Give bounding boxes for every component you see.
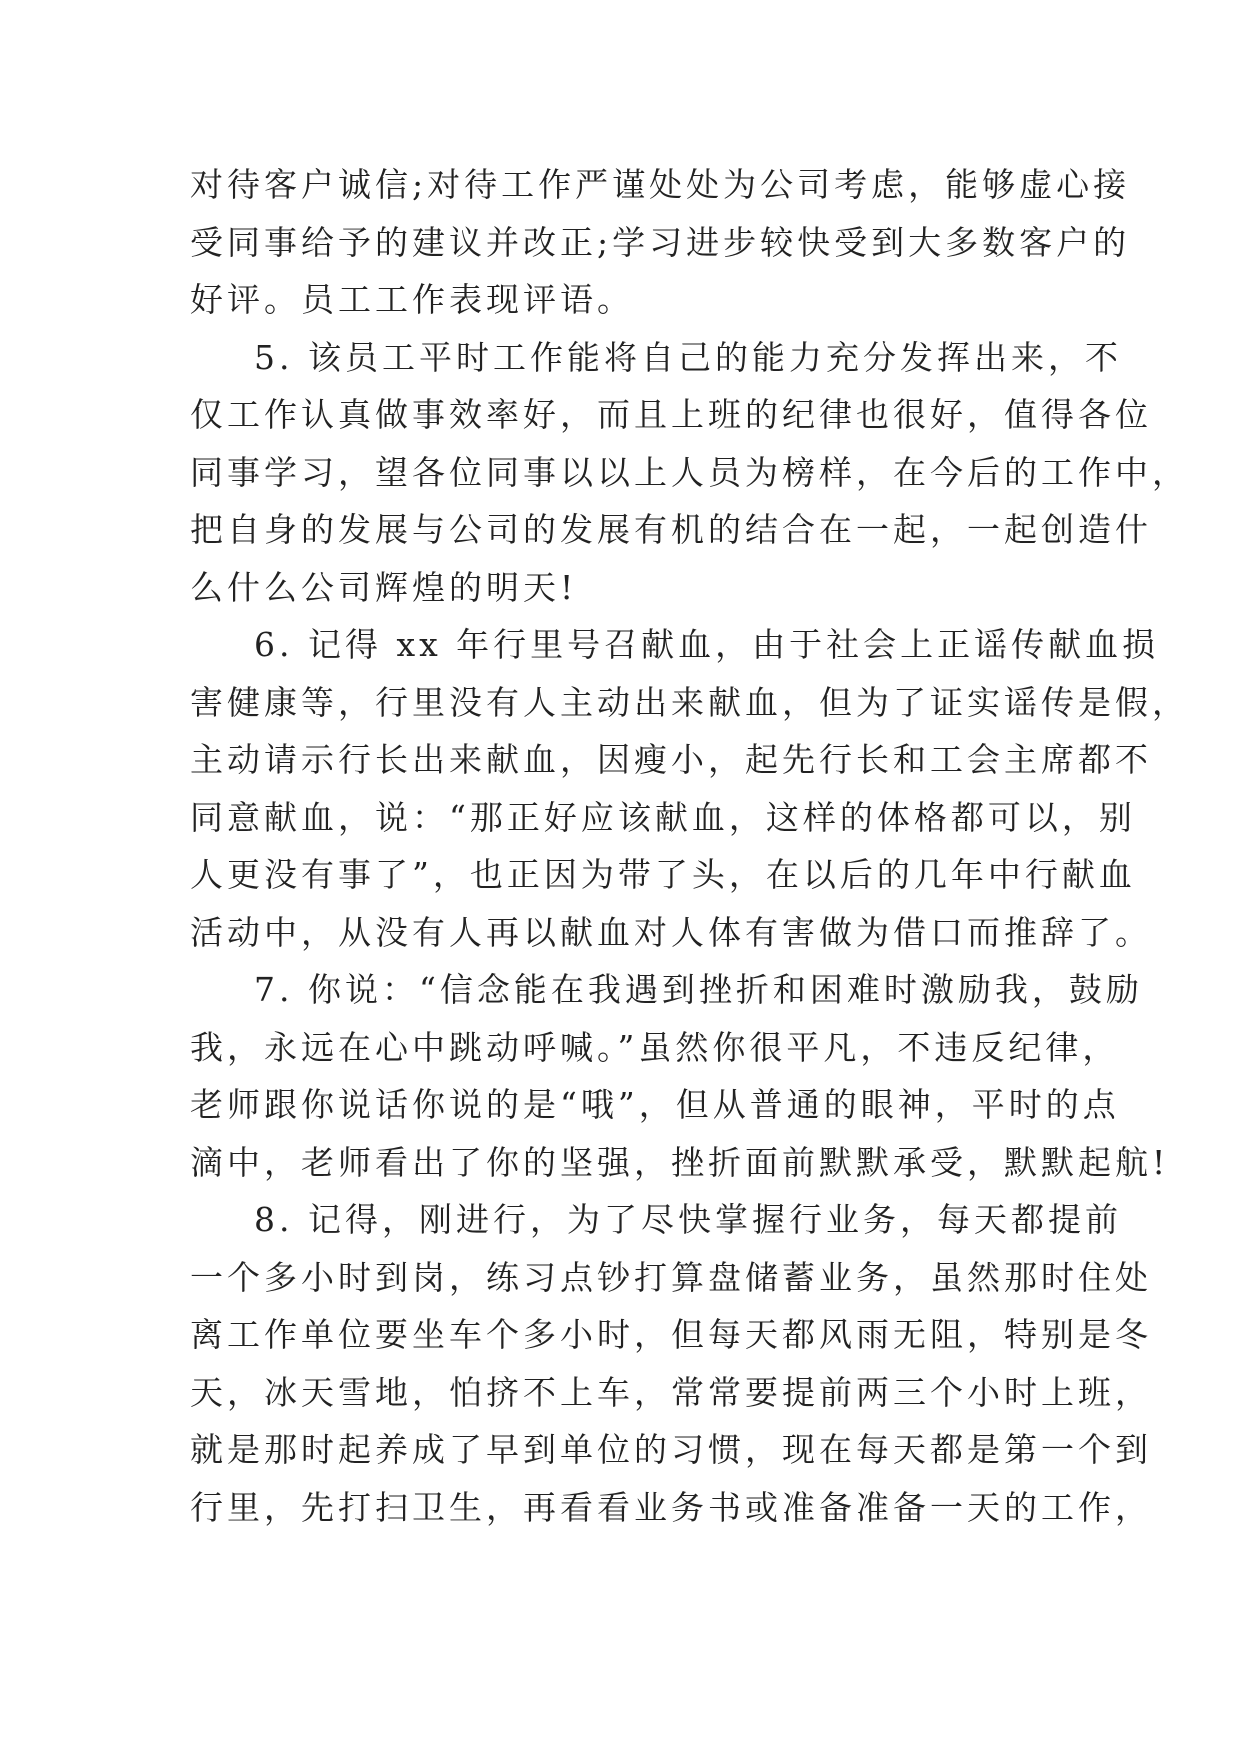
paragraph-start-line: 6. 记得 xx 年行里号召献血，由于社会上正谣传献血损 (254, 625, 1160, 664)
text-line: 好评。员工工作表现评语。 (190, 280, 634, 319)
text-line: 把自身的发展与公司的发展有机的结合在一起，一起创造什 (190, 510, 1152, 549)
paragraph-start-line: 7. 你说：“信念能在我遇到挫折和困难时激励我，鼓励 (254, 970, 1143, 1009)
text-line: 行里，先打扫卫生，再看看业务书或准备准备一天的工作， (190, 1487, 1152, 1527)
text-line: 对待客户诚信;对待工作严谨处处为公司考虑，能够虚心接 (190, 165, 1131, 204)
text-line: 害健康等，行里没有人主动出来献血，但为了证实谣传是假， (190, 682, 1189, 722)
text-line: 滴中，老师看出了你的坚强，挫折面前默默承受，默默起航! (190, 1142, 1170, 1182)
text-line: 同意献血，说：“那正好应该献血，这样的体格都可以，别 (190, 797, 1136, 837)
text-line: 主动请示行长出来献血，因瘦小，起先行长和工会主席都不 (190, 740, 1152, 779)
text-line: 离工作单位要坐车个多小时，但每天都风雨无阻，特别是冬 (190, 1315, 1152, 1354)
text-line: 仅工作认真做事效率好，而且上班的纪律也很好，值得各位 (190, 395, 1152, 434)
text-line: 活动中，从没有人再以献血对人体有害做为借口而推辞了。 (190, 912, 1152, 952)
text-line: 人更没有事了”，也正因为带了头，在以后的几年中行献血 (190, 855, 1136, 894)
text-line: 受同事给予的建议并改正;学习进步较快受到大多数客户的 (190, 222, 1131, 262)
text-line: 么什么公司辉煌的明天! (190, 567, 578, 607)
text-line: 一个多小时到岗，练习点钞打算盘储蓄业务，虽然那时住处 (190, 1257, 1152, 1297)
paragraph-start-line: 8. 记得，刚进行，为了尽快掌握行业务，每天都提前 (254, 1200, 1122, 1239)
paragraph-start-line: 5. 该员工平时工作能将自己的能力充分发挥出来，不 (254, 337, 1122, 377)
text-line: 就是那时起养成了早到单位的习惯，现在每天都是第一个到 (190, 1430, 1152, 1469)
text-line: 同事学习，望各位同事以以上人员为榜样，在今后的工作中， (190, 452, 1189, 492)
text-line: 天，冰天雪地，怕挤不上车，常常要提前两三个小时上班， (190, 1372, 1152, 1412)
text-line: 我，永远在心中跳动呼喊。”虽然你很平凡，不违反纪律， (190, 1027, 1120, 1067)
document-body (190, 156, 1189, 1536)
text-line: 老师跟你说话你说的是“哦”，但从普通的眼神，平时的点 (190, 1085, 1120, 1124)
